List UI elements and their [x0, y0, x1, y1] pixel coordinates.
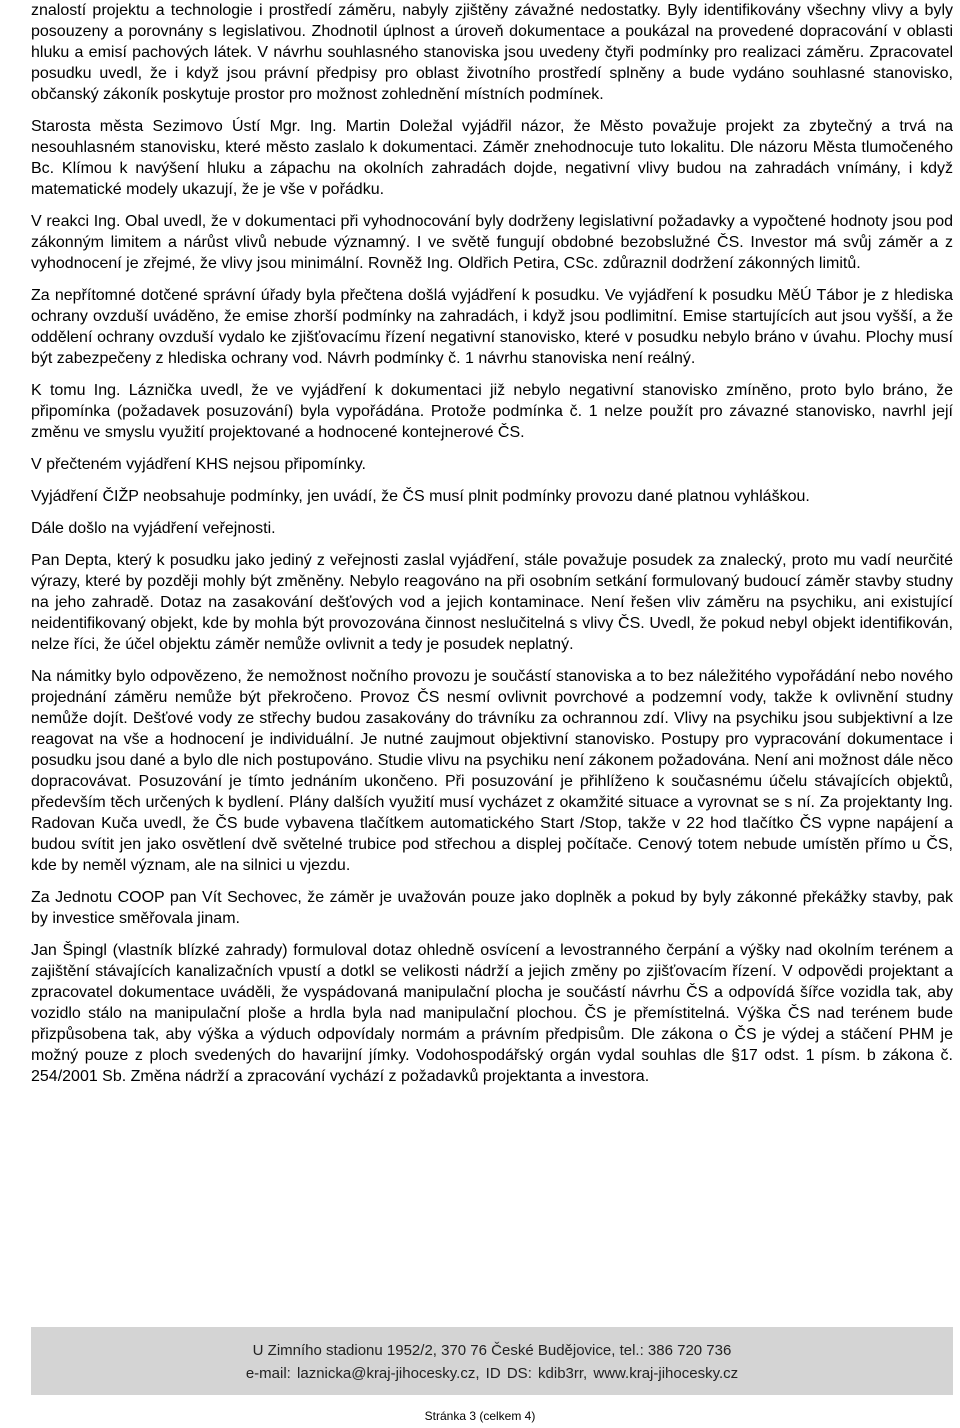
paragraph-coop: Za Jednotu COOP pan Vít Sechovec, že záměr je uvažován pouze jako doplněk a pokud by byly zákonné překážky stavby, pak by investice směřovala jinam. — [31, 889, 953, 927]
footer-contact-box — [31, 1327, 953, 1395]
paragraph-khs: V přečteném vyjádření KHS nejsou připomínky. — [31, 456, 366, 473]
paragraph-obal-reaction: V reakci Ing. Obal uvedl, že v dokumentaci při vyhodnocování byly dodrženy legislativní požadavky a vypočtené hodnoty jsou pod zákonným limitem a nárůst vlivů nebude významný. I ve světě fungují obdobné bezobslužné ČS. Investor má svůj záměr a z vyhodnocení je zřejmé, že vlivy jsou minimální. Rovněž Ing. Oldřich Petira, CSc. zdůraznil dodržení zákonných limitů. — [31, 213, 953, 272]
paragraph-cizp: Vyjádření ČIŽP neobsahuje podmínky, jen uvádí, že ČS musí plnit podmínky provozu dané platnou vyhláškou. — [31, 488, 810, 505]
paragraph-assessment-summary: znalostí projektu a technologie i prostředí záměru, nabyly zjištěny závažné nedostatky. Byly identifikovány všechny vlivy a byly posouzeny a porovnány s legislativou. Zhodnotil úplnost a úroveň dokumentace a poukázal na provedené dopracování v oblasti hluku a emisí pachových látek. V návrhu souhlasného stanoviska jsou uvedeny čtyři podmínky pro realizaci záměru. Zpracovatel posudku uvedl, že i když jsou právní předpisy pro oblast životního prostředí splněny a bude vydáno souhlasné stanovisko, občanský zákoník poskytuje prostor pro možnost zohlednění místních podmínek. — [31, 2, 953, 103]
footer-address: U Zimního stadionu 1952/2, 370 76 České Budějovice, tel.: 386 720 736 — [252, 1342, 732, 1359]
footer-contacts: e-mail: laznicka@kraj-jihocesky.cz, ID DS: kdib3rr, www.kraj-jihocesky.cz — [245, 1365, 739, 1382]
paragraph-mayor-statement: Starosta města Sezimovo Ústí Mgr. Ing. Martin Doležal vyjádřil názor, že Město považuje projekt za zbytečný a trvá na nesouhlasném stanovisku, které město zaslalo k dokumentaci. Záměr znehodnocuje tuto lokalitu. Dle názoru Města tlumočeného Bc. Klímou k navýšení hluku a zápachu na okolních zahradách dojde, negativní vlivy budou na zahradách vnímány, i když matematické modely ukazují, že je vše v pořádku. — [31, 118, 953, 198]
page-number: Stránka 3 (celkem 4) — [424, 1409, 536, 1423]
paragraph-objections-answer: Na námitky bylo odpovězeno, že nemožnost nočního provozu je součástí stanoviska a to bez náležitého vypořádání nebo nového projednání záměru nemůže být překročeno. Provoz ČS nesmí ovlivnit povrchové a podzemní vody, takže k ovlivnění studny nemůže dojít. Dešťové vody ze střechy budou zasakovány do trávníku za ochrannou zdí. Vlivy na psychiku jsou subjektivní a lze reagovat na vše a hodnocení je individuální. Je nutné zaujmout objektivní stanovisko. Postupy pro vypracování dokumentace i posudku jsou dané a bylo dle nich postupováno. Studie vlivu na psychiku není zákonem požadována. Není ani možnost dále něco dopracovávat. Posuzování je tímto jednáním ukončeno. Při posuzování je přihlíženo k současnému účelu stávajících objektů, především těch určených k bydlení. Plány dalších využití musí vycházet z okamžité situace a vyrovnat se s ní. Za projektanty Ing. Radovan Kuča uvedl, že ČS bude vybavena tlačítkem automatického Start /Stop, takže v 22 hod tlačítko ČS vypne napájení a budou svítit jen jako osvětlení dvě světelné trubice pod střechou a displej počítače. Cenový totem nebude umístěn přímo u ČS, kde by neměl význam, ale na silnici u vjezdu. — [31, 668, 953, 874]
paragraph-spingl: Jan Špingl (vlastník blízké zahrady) formuloval dotaz ohledně osvícení a levostranného čerpání a výšky nad okolním terénem a zajištění stávajících kanalizačních vpustí a dotkl se velikosti nádrží a jejich změny po zjišťovacím řízení. V odpovědi projektant a zpracovatel dokumentace uváděli, že vyspádovaná manipulační plocha je součástí návrhu ČS a odpovídá šířce vozidla tak, aby vozidlo stálo na manipulační ploše a hrdla byla nad manipulační plochou. ČS je přemístitelná. Výška ČS nad terénem bude přizpůsobena tak, aby výška a výduch odpovídaly normám a právním předpisům. Dle zákona o ČS je výdej a stáčení PHM je možný pouze z ploch svedených do havarijní jímky. Vodohospodářský orgán vydal souhlas dle §17 odst. 1 písm. b zákona č. 254/2001 Sb. Změna nádrží a zpracování vychází z požadavků projektanta a investora. — [31, 942, 953, 1085]
paragraph-public-intro: Dále došlo na vyjádření veřejnosti. — [31, 520, 276, 537]
paragraph-depta: Pan Depta, který k posudku jako jediný z veřejnosti zaslal vyjádření, stále považuje posudek za znalecký, proto mu vadí neurčité výrazy, které by později mohly být změněny. Nebylo reagováno na při osobním setkání formulovaný budoucí záměr stavby studny na jeho zahradě. Dotaz na zasakování dešťových vod a jejich kontaminace. Není řešen vliv záměru na psychiku, ani existující neidentifikovaný objekt, kde by mohla být provozována činnost neslučitelná s vlivy ČS. Uvedl, že pokud nebyl objekt identifikován, nelze říci, že účel objektu záměr nemůže ovlivnit a tedy je posudek neplatný. — [31, 552, 953, 653]
paragraph-authorities-statements: Za nepřítomné dotčené správní úřady byla přečtena došlá vyjádření k posudku. Ve vyjádření k posudku MěÚ Tábor je z hlediska ochrany ovzduší uváděno, že emise zhorší podmínky na zahradách, i když jsou podlimitní. Emise startujících aut jsou vyšší, a že oddělení ochrany ovzduší vydalo ke zjišťovacímu řízení negativní stanovisko, které v posudku nebylo bráno v úvahu. Plochy musí být zabezpečeny z hlediska ochrany vod. Návrh podmínky č. 1 návrhu stanoviska není reálný. — [31, 287, 953, 367]
document-body — [31, 0, 953, 1098]
paragraph-laznicka-reply: K tomu Ing. Láznička uvedl, že ve vyjádření k dokumentaci již nebylo negativní stanovisko zmíněno, proto bylo bráno, že připomínka (požadavek posuzování) byla vypořádána. Protože podmínka č. 1 nelze použít pro závazné stanovisko, navrhl její změnu ve smyslu využití projektované a hodnocené kontejnerové ČS. — [31, 382, 953, 441]
